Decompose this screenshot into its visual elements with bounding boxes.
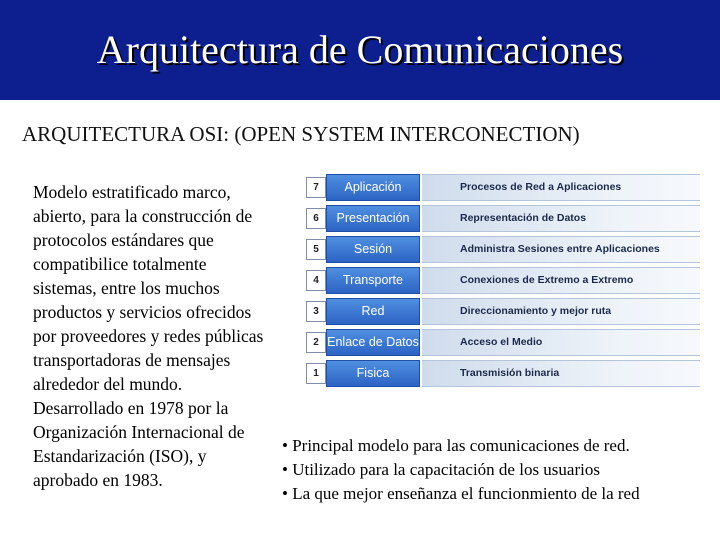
layer-description: Acceso el Medio	[422, 329, 700, 356]
slide-subtitle: ARQUITECTURA OSI: (OPEN SYSTEM INTERCONECTION)	[22, 122, 580, 146]
osi-layer-row	[298, 174, 700, 201]
osi-layer-row	[298, 298, 700, 325]
layer-name: Presentación	[326, 205, 420, 232]
layer-number: 7	[306, 177, 326, 198]
description-paragraph: Modelo estratificado marco, abierto, para la construcción de protocolos estándares que compatibilice totalmente sistemas, entre los muchos productos y servicios ofrecidos por proveedores y redes públicas transportadoras de mensajes alrededor del mundo. Desarrollado en 1978 por la Organización Internacional de Estandarización (ISO), y aprobado en 1983.	[33, 182, 264, 490]
osi-layer-row	[298, 329, 700, 356]
layer-name: Aplicación	[326, 174, 420, 201]
layer-description: Representación de Datos	[422, 205, 700, 232]
layer-name: Fisica	[326, 360, 420, 387]
layer-name: Red	[326, 298, 420, 325]
layer-number: 1	[306, 363, 326, 384]
layer-number: 3	[306, 301, 326, 322]
osi-layer-row	[298, 267, 700, 294]
layer-name: Sesión	[326, 236, 420, 263]
osi-layer-diagram	[298, 172, 700, 390]
bullet-item: • Utilizado para la capacitación de los usuarios	[282, 460, 600, 479]
layer-description: Procesos de Red a Aplicaciones	[422, 174, 700, 201]
layer-description: Direccionamiento y mejor ruta	[422, 298, 700, 325]
layer-number: 6	[306, 208, 326, 229]
layer-number: 5	[306, 239, 326, 260]
layer-description: Transmisión binaria	[422, 360, 700, 387]
osi-layer-row	[298, 236, 700, 263]
layer-description: Conexiones de Extremo a Extremo	[422, 267, 700, 294]
bullet-list	[282, 434, 714, 506]
bullet-item: • La que mejor enseñanza el funcionmiento de la red	[282, 484, 640, 503]
layer-description: Administra Sesiones entre Aplicaciones	[422, 236, 700, 263]
osi-layer-row	[298, 360, 700, 387]
layer-number: 2	[306, 332, 326, 353]
layer-name: Transporte	[326, 267, 420, 294]
bullet-item: • Principal modelo para las comunicaciones de red.	[282, 436, 630, 455]
slide-title: Arquitectura de Comunicaciones	[96, 27, 624, 72]
osi-layer-row	[298, 205, 700, 232]
layer-number: 4	[306, 270, 326, 291]
layer-name: Enlace de Datos	[326, 329, 420, 356]
